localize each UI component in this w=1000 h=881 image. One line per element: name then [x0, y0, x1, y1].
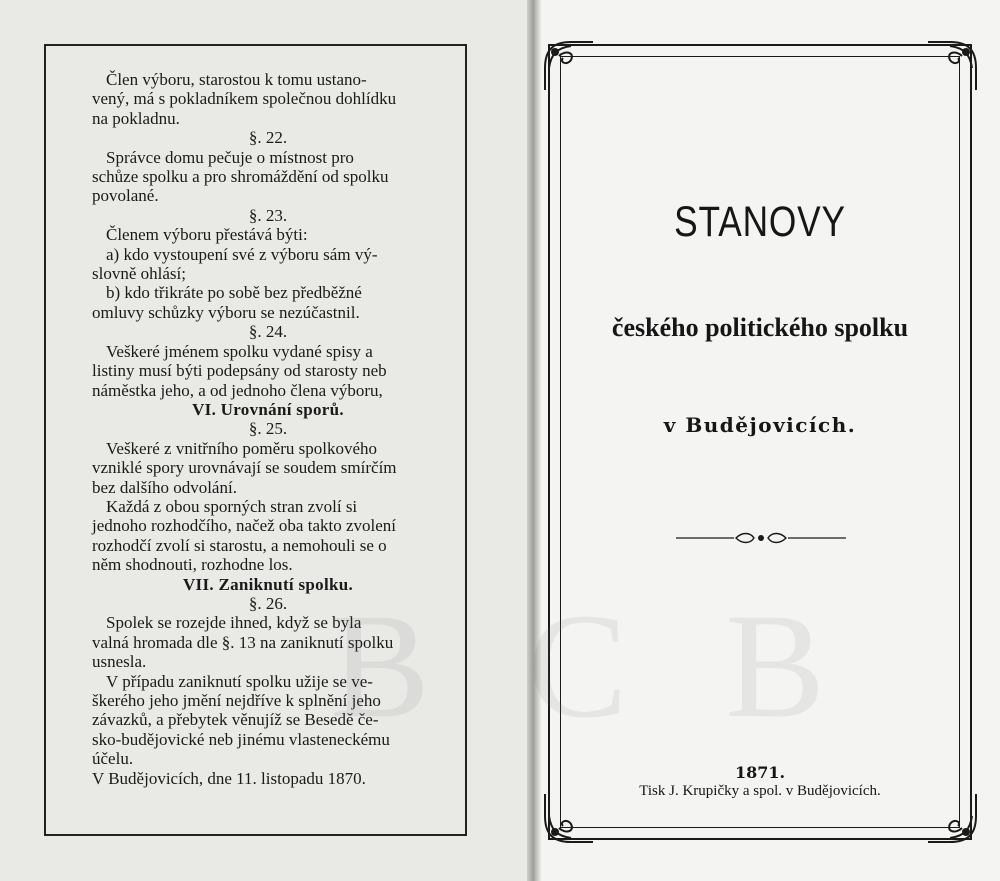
publication-year: 1871. — [734, 763, 786, 782]
text-line: valná hromada dle §. 13 na zaniknutí spolku — [92, 632, 394, 652]
text-line: náměstka jeho, a od jednoho člena výboru, — [92, 380, 383, 400]
document-place: v Budějovicích. — [663, 413, 857, 437]
printer-line: Tisk J. Krupičky a spol. v Budějovicích. — [639, 783, 881, 799]
text-line: povolané. — [92, 186, 159, 206]
text-line: V případu zaniknutí spolku užije se ve- — [106, 671, 373, 691]
section-heading: VII. Zaniknutí spolku. — [182, 574, 354, 594]
text-line: Spolek se rozejde ihned, když se byla — [106, 613, 362, 633]
text-line: Správce domu pečuje o místnost pro — [106, 147, 354, 167]
document-title: STANOVY — [674, 198, 846, 246]
text-line: bez dalšího odvolání. — [92, 477, 237, 497]
text-line: rozhodčí zvolí si starostu, a nemohouli se o — [92, 535, 387, 555]
section-heading: VI. Urovnání sporů. — [192, 399, 344, 419]
ornamental-divider — [676, 532, 846, 544]
text-line: Veškeré jménem spolku vydané spisy a — [106, 341, 373, 361]
book-gutter — [527, 0, 541, 881]
text-line: škerého jeho jmění nejdříve k splnění jeho — [92, 691, 381, 710]
text-line: něm shodnouti, rozhodne los. — [92, 555, 293, 575]
text-line: b) kdo třikráte po sobě bez předběžné — [106, 283, 362, 303]
paragraph-number: §. 24. — [248, 322, 288, 342]
text-line: závazků, a přebytek věnujíž se Besedě če- — [92, 710, 379, 730]
corner-ornament-top-left — [541, 38, 599, 96]
text-line: schůze spolku a pro shromáždění od spolku — [92, 167, 389, 187]
left-page-text — [92, 70, 444, 788]
text-line: V Budějovicích, dne 11. listopadu 1870. — [92, 768, 366, 788]
text-line: Každá z obou sporných stran zvolí si — [106, 496, 358, 516]
text-line: vený, má s pokladníkem společnou dohlídku — [92, 89, 397, 109]
text-line: účelu. — [92, 749, 134, 769]
text-line: na pokladnu. — [92, 108, 180, 128]
text-line: Člen výboru, starostou k tomu ustano- — [106, 70, 367, 89]
paragraph-number: §. 23. — [248, 205, 288, 225]
paragraph-number: §. 22. — [248, 128, 288, 148]
text-line: omluvy schůzky výboru se nezúčastnil. — [92, 302, 360, 322]
text-line: Veškeré z vnitřního poměru spolkového — [106, 438, 377, 458]
text-line: listiny musí býti podepsány od starosty neb — [92, 361, 387, 381]
text-line: vzniklé spory urovnávají se soudem smírčím — [92, 458, 397, 478]
text-line: Členem výboru přestává býti: — [106, 225, 308, 245]
paragraph-number: §. 26. — [248, 593, 288, 613]
document-subtitle: českého politického spolku — [611, 313, 909, 342]
text-line: sko-budějovické neb jinému vlasteneckému — [92, 729, 390, 749]
text-line: a) kdo vystoupení své z výboru sám vý- — [106, 244, 378, 264]
corner-ornament-top-right — [922, 38, 980, 96]
text-line: usnesla. — [92, 652, 147, 672]
paragraph-number: §. 25. — [248, 419, 288, 439]
text-line: slovně ohlásí; — [92, 264, 186, 284]
text-line: jednoho rozhodčího, načež oba takto zvolení — [92, 516, 396, 536]
title-page-border — [548, 44, 972, 840]
